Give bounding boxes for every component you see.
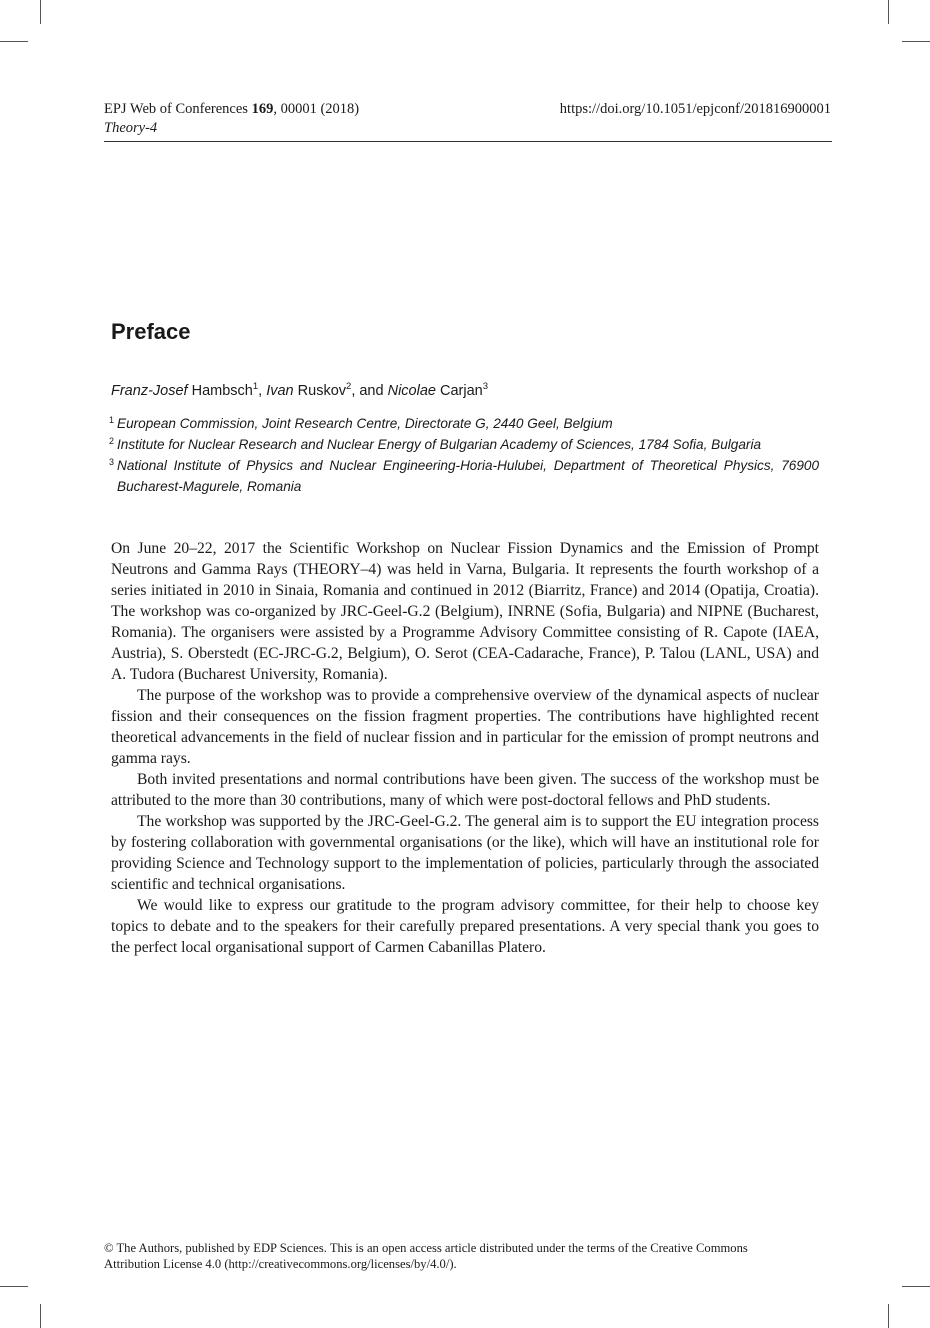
journal-citation: EPJ Web of Conferences 169, 00001 (2018) xyxy=(104,101,360,117)
crop-mark xyxy=(902,41,930,42)
conference-series: Theory-4 xyxy=(104,120,158,136)
paragraph: Both invited presentations and normal contributions have been given. The success of the workshop must be attributed to the more than 30 contributions, many of which were post-doctoral fellows and PhD students. xyxy=(111,771,819,809)
running-header xyxy=(104,100,831,138)
paragraph: On June 20–22, 2017 the Scientific Workshop on Nuclear Fission Dynamics and the Emission of Prompt Neutrons and Gamma Rays (THEORY–4) was held in Varna, Bulgaria. It represents the fourth workshop of a series initiated in 2010 in Sinaia, Romania and continued in 2012 (Biarritz, France) and 2014 (Opatija, Croatia). The workshop was co-organized by JRC-Geel-G.2 (Belgium), INRNE (Sofia, Bulgaria) and NIPNE (Bucharest, Romania). The organisers were assisted by a Programme Advisory Committee consisting of R. Capote (IAEA, Austria), S. Oberstedt (EC-JRC-G.2, Belgium), O. Serot (CEA-Cadarache, France), P. Talou (LANL, USA) and A. Tudora (Bucharest University, Romania). xyxy=(111,540,819,683)
paragraph: The purpose of the workshop was to provide a comprehensive overview of the dynamical aspects of nuclear fission and their consequences on the fission fragment properties. The contributions have highlighted recent theoretical advancements in the field of nuclear fission and in particular for the emission of prompt neutrons and gamma rays. xyxy=(111,687,819,767)
body-text xyxy=(111,538,819,958)
crop-mark xyxy=(888,1304,889,1328)
crop-mark xyxy=(902,1286,930,1287)
affiliation-item: 2 Institute for Nuclear Research and Nuclear Energy of Bulgarian Academy of Sciences, 1784 Sofia, Bulgaria xyxy=(109,436,762,452)
crop-mark xyxy=(40,1304,41,1328)
volume-number: 169 xyxy=(251,101,274,117)
license-line: Attribution License 4.0 (http://creativecommons.org/licenses/by/4.0/). xyxy=(104,1257,457,1271)
crop-mark xyxy=(0,1286,28,1287)
paragraph: We would like to express our gratitude to the program advisory committee, for their help to choose key topics to debate and to the speakers for their carefully prepared presentations. A very special thank you goes to the perfect local organisational support of Carmen Cabanillas Platero. xyxy=(111,897,819,956)
header-divider xyxy=(104,141,832,142)
affiliation-item: 3 National Institute of Physics and Nuclear Engineering-Horia-Hulubei, Department of Theoretical Physics, 76900 Bucharest-Magurele, Romania xyxy=(109,457,819,494)
doi-link[interactable]: https://doi.org/10.1051/epjconf/201816900001 xyxy=(559,101,831,117)
crop-mark xyxy=(0,41,28,42)
crop-mark xyxy=(40,0,41,24)
license-line: © The Authors, published by EDP Sciences. This is an open access article distributed under the terms of the Creative Commons xyxy=(104,1241,748,1255)
paragraph: The workshop was supported by the JRC-Geel-G.2. The general aim is to support the EU integration process by fostering collaboration with governmental organisations (or the like), which will have an institutional role for providing Science and Technology support to the implementation of policies, particularly through the associated scientific and technical organisations. xyxy=(111,813,819,893)
license-footer xyxy=(104,1240,831,1272)
crop-mark xyxy=(888,0,889,24)
affiliation-list xyxy=(109,413,819,497)
affiliation-item: 1 European Commission, Joint Research Centre, Directorate G, 2440 Geel, Belgium xyxy=(109,415,613,431)
page-title: Preface xyxy=(111,319,191,344)
author-list: Franz-Josef Hambsch$^1$, Ivan Ruskov$^2$, and Nicolae Carjan$^3$ xyxy=(111,381,488,399)
